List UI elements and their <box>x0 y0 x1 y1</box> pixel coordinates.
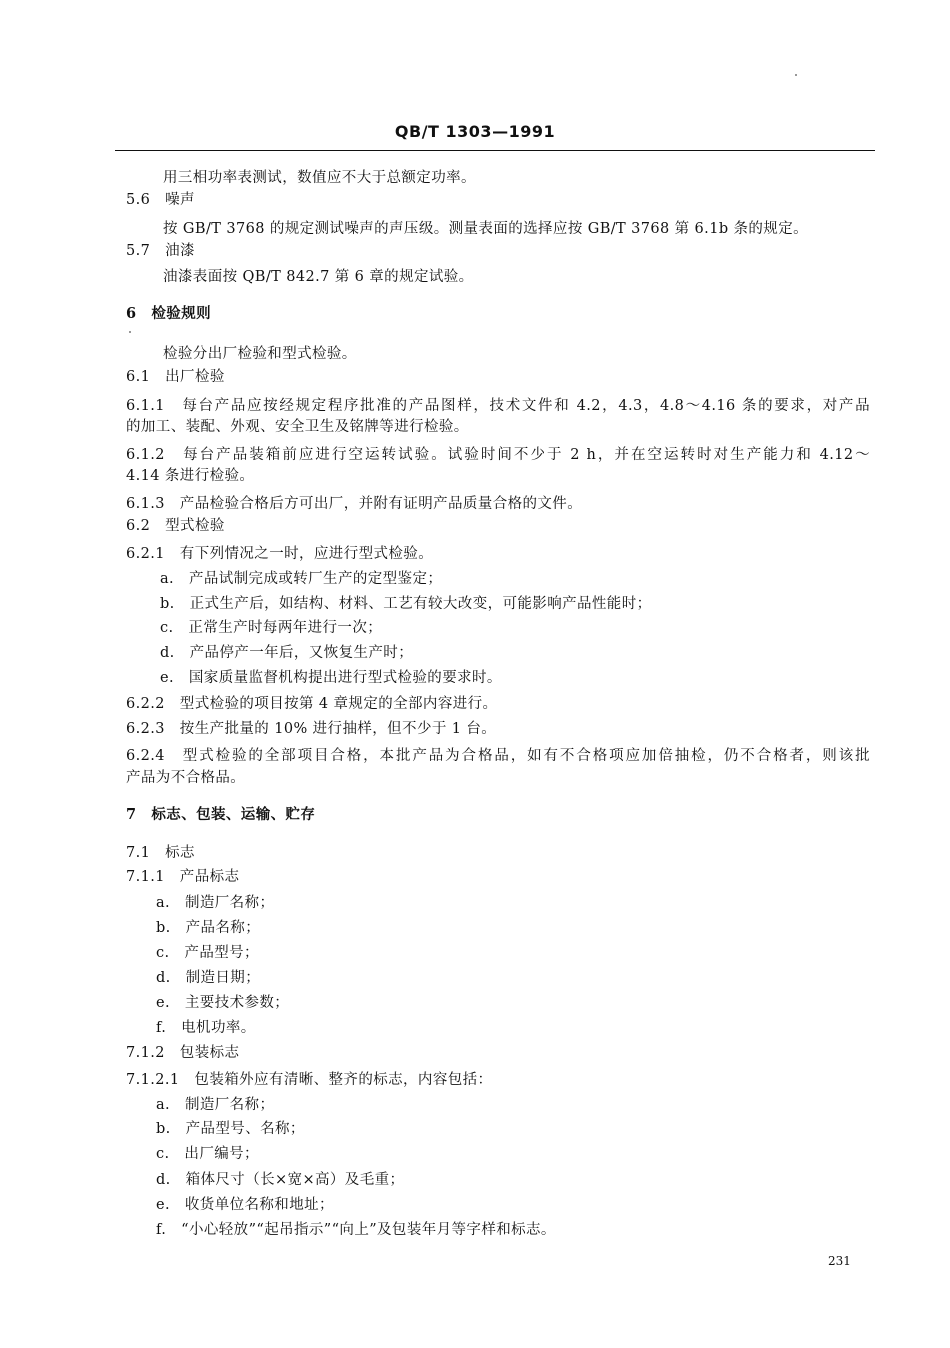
list-item: c. 正常生产时每两年进行一次； <box>160 620 383 636</box>
page-number: 231 <box>828 1254 851 1268</box>
list-item: d. 制造日期； <box>156 970 261 986</box>
text-line: 用三相功率表测试，数值应不大于总额定功率。 <box>163 170 476 186</box>
clause-5-7-heading: 5.7 油漆 <box>126 243 195 259</box>
list-item: d. 产品停产一年后，又恢复生产时； <box>160 645 414 661</box>
list-item: c. 出厂编号； <box>156 1146 259 1162</box>
text-line: 6.1.3 产品检验合格后方可出厂，并附有证明产品质量合格的文件。 <box>126 496 583 512</box>
list-item: e. 国家质量监督机构提出进行型式检验的要求时。 <box>160 670 502 686</box>
text-line: 6.2.1 有下列情况之一时，应进行型式检验。 <box>126 546 434 562</box>
list-item: e. 收货单位名称和地址； <box>156 1197 334 1213</box>
text-line: 6.2.2 型式检验的项目按第 4 章规定的全部内容进行。 <box>126 696 498 712</box>
text-line: 6.2.3 按生产批量的 10% 进行抽样，但不少于 1 台。 <box>126 721 497 737</box>
list-item: b. 产品型号、名称； <box>156 1121 305 1137</box>
text-line: 产品为不合格品。 <box>126 770 246 786</box>
clause-5-6-heading: 5.6 噪声 <box>126 192 195 208</box>
header-rule <box>115 150 875 151</box>
text-line: 按 GB/T 3768 的规定测试噪声的声压级。测量表面的选择应按 GB/T 3768 第 6.1b 条的规定。 <box>163 221 809 237</box>
clause-6-2-heading: 6.2 型式检验 <box>126 518 225 534</box>
list-item: b. 产品名称； <box>156 920 261 936</box>
list-item: e. 主要技术参数； <box>156 995 290 1011</box>
section-6-heading: 6 检验规则 <box>126 305 211 322</box>
clause-7-1-2-1: 7.1.2.1 包装箱外应有清晰、整齐的标志，内容包括： <box>126 1072 493 1088</box>
list-item: a. 制造厂名称； <box>156 895 275 911</box>
text-line: 4.14 条进行检验。 <box>126 468 255 484</box>
list-item: f. “小心轻放”“起吊指示”“向上”及包装年月等字样和标志。 <box>156 1222 556 1238</box>
list-item: a. 制造厂名称； <box>156 1097 275 1113</box>
text-line: 6.2.4 型式检验的全部项目合格，本批产品为合格品，如有不合格项应加倍抽检，仍不合格者，则该批 <box>126 748 870 764</box>
text-line: 的加工、装配、外观、安全卫生及铭牌等进行检验。 <box>126 419 469 435</box>
text-line: 检验分出厂检验和型式检验。 <box>163 346 357 362</box>
list-item: c. 产品型号； <box>156 945 259 961</box>
section-7-heading: 7 标志、包装、运输、贮存 <box>126 806 316 823</box>
scan-speck <box>795 74 797 76</box>
list-item: f. 电机功率。 <box>156 1020 256 1036</box>
list-item: a. 产品试制完成或转厂生产的定型鉴定； <box>160 571 443 587</box>
clause-7-1-heading: 7.1 标志 <box>126 845 195 861</box>
clause-7-1-2-heading: 7.1.2 包装标志 <box>126 1045 240 1061</box>
list-item: d. 箱体尺寸（长×宽×高）及毛重； <box>156 1172 405 1188</box>
scan-speck <box>129 331 131 333</box>
text-line: 油漆表面按 QB/T 842.7 第 6 章的规定试验。 <box>163 269 474 285</box>
page-header-standard: QB/T 1303—1991 <box>394 122 556 141</box>
text-line: 6.1.1 每台产品应按经规定程序批准的产品图样，技术文件和 4.2，4.3，4.8～4.16 条的要求，对产品 <box>126 398 870 414</box>
list-item: b. 正式生产后，如结构、材料、工艺有较大改变，可能影响产品性能时； <box>160 596 652 612</box>
text-line: 6.1.2 每台产品装箱前应进行空运转试验。试验时间不少于 2 h，并在空运转时对生产能力和 4.12～ <box>126 447 870 463</box>
clause-6-1-heading: 6.1 出厂检验 <box>126 369 225 385</box>
clause-7-1-1-heading: 7.1.1 产品标志 <box>126 869 240 885</box>
